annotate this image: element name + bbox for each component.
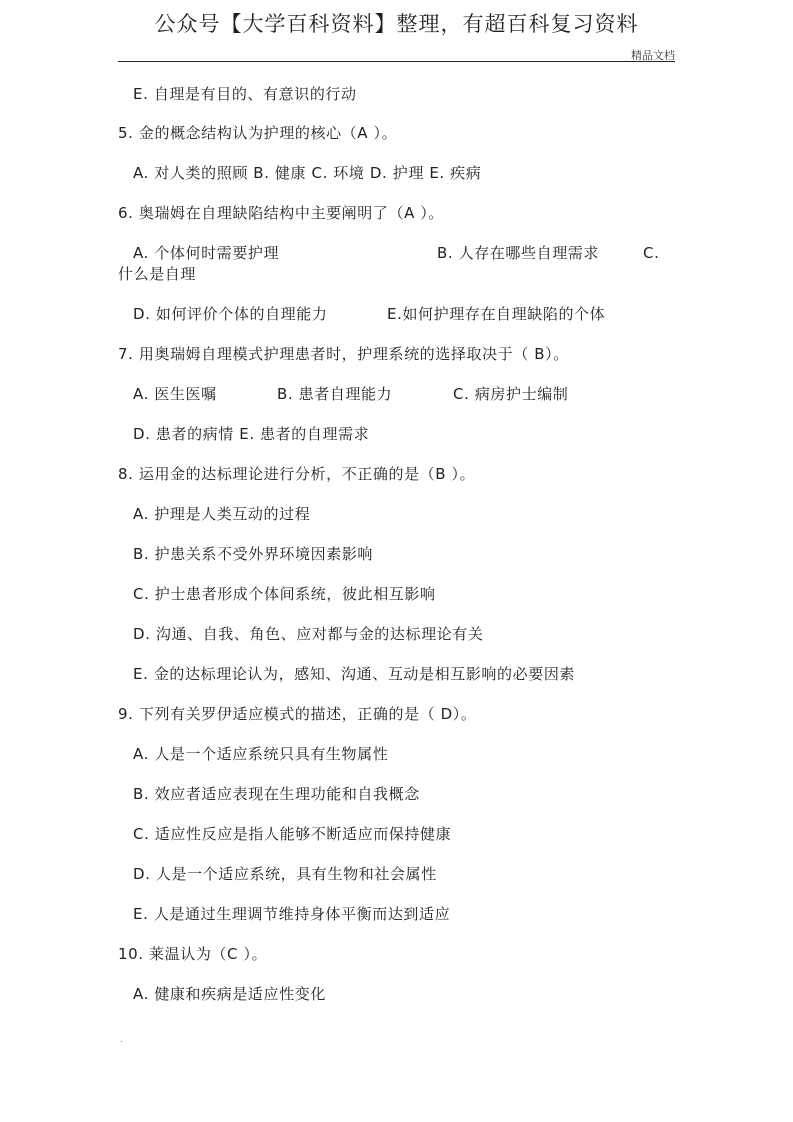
question-5-options: A. 对人类的照顾 B. 健康 C. 环境 D. 护理 E. 疾病 (133, 164, 482, 182)
question-9-option-a: A. 人是一个适应系统只具有生物属性 (133, 745, 389, 763)
question-8-option-d: D. 沟通、自我、角色、应对都与金的达标理论有关 (133, 625, 484, 643)
question-9-option-c: C. 适应性反应是指人能够不断适应而保持健康 (133, 825, 452, 843)
question-10-option-a: A. 健康和疾病是适应性变化 (133, 985, 326, 1003)
question-8: 8. 运用金的达标理论进行分析，不正确的是（B ）。 (118, 465, 476, 483)
question-6: 6. 奥瑞姆在自理缺陷结构中主要阐明了（A ）。 (118, 204, 445, 222)
question-6-option-d: D. 如何评价个体的自理能力 (133, 305, 328, 323)
footer-mark: . (120, 1035, 123, 1044)
question-7-option-b: B. 患者自理能力 (277, 385, 393, 403)
header-label: 精品文档 (631, 49, 675, 62)
option-line: E. 自理是有目的、有意识的行动 (133, 85, 357, 103)
question-9-option-d: D. 人是一个适应系统，具有生物和社会属性 (133, 865, 437, 883)
question-9-option-e: E. 人是通过生理调节维持身体平衡而达到适应 (133, 905, 451, 923)
question-7: 7. 用奥瑞姆自理模式护理患者时，护理系统的选择取决于（ B）。 (118, 345, 569, 363)
question-6-option-c-text: 什么是自理 (118, 265, 197, 283)
question-7-option-c: C. 病房护士编制 (453, 385, 569, 403)
question-7-options-de: D. 患者的病情 E. 患者的自理需求 (133, 425, 370, 443)
question-6-option-c: C. (643, 244, 660, 262)
question-8-option-a: A. 护理是人类互动的过程 (133, 505, 311, 523)
question-5: 5. 金的概念结构认为护理的核心（A ）。 (118, 124, 398, 142)
question-10: 10. 莱温认为（C ）。 (118, 945, 268, 963)
question-8-option-e: E. 金的达标理论认为，感知、沟通、互动是相互影响的必要因素 (133, 665, 576, 683)
question-8-option-b: B. 护患关系不受外界环境因素影响 (133, 545, 374, 563)
question-6-option-b: B. 人存在哪些自理需求 (437, 244, 600, 262)
header-rule (118, 61, 675, 62)
question-9-option-b: B. 效应者适应表现在生理功能和自我概念 (133, 785, 420, 803)
question-6-option-a: A. 个体何时需要护理 (133, 244, 280, 262)
question-7-option-a: A. 医生医嘱 (133, 385, 217, 403)
question-8-option-c: C. 护士患者形成个体间系统，彼此相互影响 (133, 585, 436, 603)
header-banner: 公众号【大学百科资料】整理，有超百科复习资料 (154, 12, 639, 36)
question-9: 9. 下列有关罗伊适应模式的描述，正确的是（ D）。 (118, 705, 477, 723)
question-6-option-e: E.如何护理存在自理缺陷的个体 (387, 305, 606, 323)
